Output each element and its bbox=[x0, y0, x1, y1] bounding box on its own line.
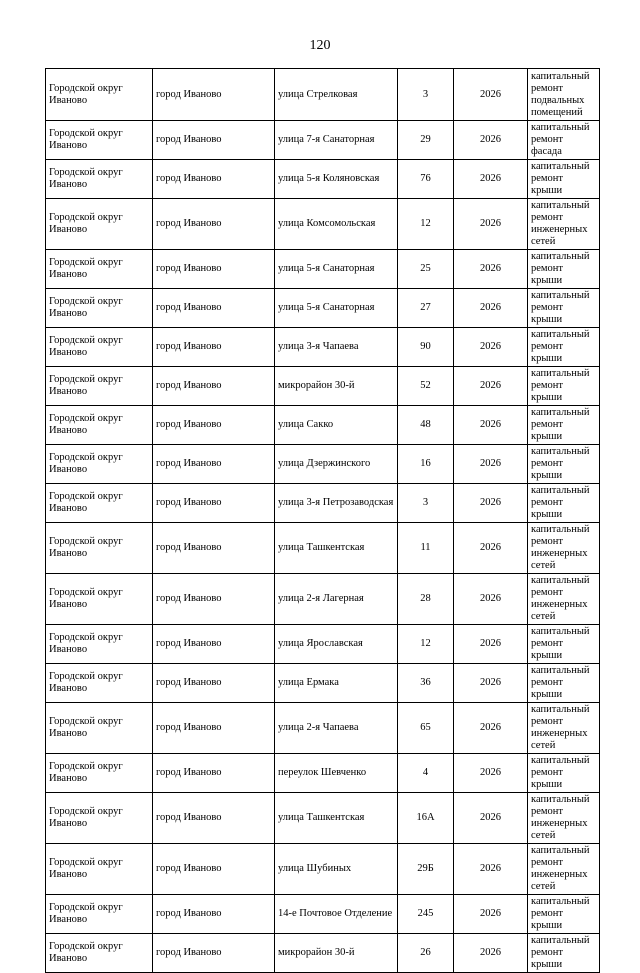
street-cell: улица Дзержинского bbox=[275, 445, 398, 484]
house-number-cell: 25 bbox=[398, 250, 454, 289]
street-cell: улица 5-я Коляновская bbox=[275, 160, 398, 199]
work-type-cell: капитальный ремонт крыши bbox=[528, 754, 600, 793]
year-cell: 2026 bbox=[454, 664, 528, 703]
okrug-cell: Городской округ Иваново bbox=[46, 895, 153, 934]
city-cell: город Иваново bbox=[153, 328, 275, 367]
house-number-cell: 36 bbox=[398, 664, 454, 703]
okrug-cell: Городской округ Иваново bbox=[46, 121, 153, 160]
city-cell: город Иваново bbox=[153, 664, 275, 703]
okrug-cell: Городской округ Иваново bbox=[46, 328, 153, 367]
okrug-cell: Городской округ Иваново bbox=[46, 703, 153, 754]
table-row bbox=[46, 406, 600, 445]
house-number-cell: 12 bbox=[398, 625, 454, 664]
year-cell: 2026 bbox=[454, 754, 528, 793]
year-cell: 2026 bbox=[454, 895, 528, 934]
repair-schedule-table bbox=[45, 68, 600, 973]
city-cell: город Иваново bbox=[153, 69, 275, 121]
table-row bbox=[46, 793, 600, 844]
street-cell: 14-е Почтовое Отделение bbox=[275, 895, 398, 934]
street-cell: улица 2-я Чапаева bbox=[275, 703, 398, 754]
table-row bbox=[46, 574, 600, 625]
work-type-cell: капитальный ремонт подвальных помещений bbox=[528, 69, 600, 121]
okrug-cell: Городской округ Иваново bbox=[46, 664, 153, 703]
house-number-cell: 11 bbox=[398, 523, 454, 574]
work-type-cell: капитальный ремонт инженерных сетей bbox=[528, 523, 600, 574]
table-row bbox=[46, 445, 600, 484]
year-cell: 2026 bbox=[454, 406, 528, 445]
year-cell: 2026 bbox=[454, 844, 528, 895]
work-type-cell: капитальный ремонт крыши bbox=[528, 289, 600, 328]
city-cell: город Иваново bbox=[153, 367, 275, 406]
work-type-cell: капитальный ремонт крыши bbox=[528, 250, 600, 289]
street-cell: улица Ташкентская bbox=[275, 523, 398, 574]
year-cell: 2026 bbox=[454, 523, 528, 574]
street-cell: улица 7-я Санаторная bbox=[275, 121, 398, 160]
street-cell: улица Комсомольская bbox=[275, 199, 398, 250]
city-cell: город Иваново bbox=[153, 574, 275, 625]
street-cell: улица 5-я Санаторная bbox=[275, 289, 398, 328]
city-cell: город Иваново bbox=[153, 754, 275, 793]
house-number-cell: 65 bbox=[398, 703, 454, 754]
okrug-cell: Городской округ Иваново bbox=[46, 523, 153, 574]
year-cell: 2026 bbox=[454, 934, 528, 973]
work-type-cell: капитальный ремонт крыши bbox=[528, 625, 600, 664]
table-row bbox=[46, 934, 600, 973]
okrug-cell: Городской округ Иваново bbox=[46, 250, 153, 289]
table-row bbox=[46, 69, 600, 121]
city-cell: город Иваново bbox=[153, 934, 275, 973]
work-type-cell: капитальный ремонт инженерных сетей bbox=[528, 574, 600, 625]
city-cell: город Иваново bbox=[153, 484, 275, 523]
street-cell: улица Стрелковая bbox=[275, 69, 398, 121]
okrug-cell: Городской округ Иваново bbox=[46, 754, 153, 793]
work-type-cell: капитальный ремонт инженерных сетей bbox=[528, 199, 600, 250]
year-cell: 2026 bbox=[454, 703, 528, 754]
year-cell: 2026 bbox=[454, 121, 528, 160]
table-row bbox=[46, 328, 600, 367]
city-cell: город Иваново bbox=[153, 199, 275, 250]
house-number-cell: 76 bbox=[398, 160, 454, 199]
house-number-cell: 4 bbox=[398, 754, 454, 793]
street-cell: улица Шубиных bbox=[275, 844, 398, 895]
table-row bbox=[46, 895, 600, 934]
okrug-cell: Городской округ Иваново bbox=[46, 793, 153, 844]
work-type-cell: капитальный ремонт крыши bbox=[528, 367, 600, 406]
city-cell: город Иваново bbox=[153, 406, 275, 445]
year-cell: 2026 bbox=[454, 574, 528, 625]
okrug-cell: Городской округ Иваново bbox=[46, 160, 153, 199]
house-number-cell: 245 bbox=[398, 895, 454, 934]
year-cell: 2026 bbox=[454, 160, 528, 199]
table-row bbox=[46, 703, 600, 754]
street-cell: улица 3-я Чапаева bbox=[275, 328, 398, 367]
street-cell: улица Ермака bbox=[275, 664, 398, 703]
house-number-cell: 52 bbox=[398, 367, 454, 406]
okrug-cell: Городской округ Иваново bbox=[46, 445, 153, 484]
house-number-cell: 3 bbox=[398, 69, 454, 121]
city-cell: город Иваново bbox=[153, 289, 275, 328]
street-cell: микрорайон 30-й bbox=[275, 367, 398, 406]
work-type-cell: капитальный ремонт крыши bbox=[528, 934, 600, 973]
table-row bbox=[46, 523, 600, 574]
table-row bbox=[46, 160, 600, 199]
house-number-cell: 16А bbox=[398, 793, 454, 844]
okrug-cell: Городской округ Иваново bbox=[46, 367, 153, 406]
work-type-cell: капитальный ремонт крыши bbox=[528, 445, 600, 484]
year-cell: 2026 bbox=[454, 484, 528, 523]
street-cell: улица Сакко bbox=[275, 406, 398, 445]
year-cell: 2026 bbox=[454, 289, 528, 328]
table-body bbox=[46, 69, 600, 973]
page-number: 120 bbox=[309, 38, 331, 53]
street-cell: микрорайон 30-й bbox=[275, 934, 398, 973]
house-number-cell: 27 bbox=[398, 289, 454, 328]
house-number-cell: 90 bbox=[398, 328, 454, 367]
work-type-cell: капитальный ремонт крыши bbox=[528, 895, 600, 934]
okrug-cell: Городской округ Иваново bbox=[46, 199, 153, 250]
okrug-cell: Городской округ Иваново bbox=[46, 69, 153, 121]
house-number-cell: 48 bbox=[398, 406, 454, 445]
table-row bbox=[46, 484, 600, 523]
table-row bbox=[46, 625, 600, 664]
okrug-cell: Городской округ Иваново bbox=[46, 934, 153, 973]
table-row bbox=[46, 754, 600, 793]
year-cell: 2026 bbox=[454, 250, 528, 289]
table-row bbox=[46, 121, 600, 160]
table-row bbox=[46, 250, 600, 289]
street-cell: улица 2-я Лагерная bbox=[275, 574, 398, 625]
work-type-cell: капитальный ремонт крыши bbox=[528, 406, 600, 445]
okrug-cell: Городской округ Иваново bbox=[46, 406, 153, 445]
work-type-cell: капитальный ремонт крыши bbox=[528, 328, 600, 367]
city-cell: город Иваново bbox=[153, 895, 275, 934]
city-cell: город Иваново bbox=[153, 121, 275, 160]
city-cell: город Иваново bbox=[153, 844, 275, 895]
okrug-cell: Городской округ Иваново bbox=[46, 625, 153, 664]
city-cell: город Иваново bbox=[153, 703, 275, 754]
street-cell: улица Ярославская bbox=[275, 625, 398, 664]
work-type-cell: капитальный ремонт крыши bbox=[528, 484, 600, 523]
work-type-cell: капитальный ремонт фасада bbox=[528, 121, 600, 160]
city-cell: город Иваново bbox=[153, 250, 275, 289]
table-row bbox=[46, 367, 600, 406]
city-cell: город Иваново bbox=[153, 523, 275, 574]
house-number-cell: 29Б bbox=[398, 844, 454, 895]
city-cell: город Иваново bbox=[153, 793, 275, 844]
work-type-cell: капитальный ремонт крыши bbox=[528, 664, 600, 703]
house-number-cell: 29 bbox=[398, 121, 454, 160]
year-cell: 2026 bbox=[454, 793, 528, 844]
okrug-cell: Городской округ Иваново bbox=[46, 844, 153, 895]
table-row bbox=[46, 844, 600, 895]
work-type-cell: капитальный ремонт инженерных сетей bbox=[528, 844, 600, 895]
house-number-cell: 28 bbox=[398, 574, 454, 625]
work-type-cell: капитальный ремонт крыши bbox=[528, 160, 600, 199]
okrug-cell: Городской округ Иваново bbox=[46, 289, 153, 328]
year-cell: 2026 bbox=[454, 199, 528, 250]
okrug-cell: Городской округ Иваново bbox=[46, 484, 153, 523]
year-cell: 2026 bbox=[454, 328, 528, 367]
house-number-cell: 12 bbox=[398, 199, 454, 250]
work-type-cell: капитальный ремонт инженерных сетей bbox=[528, 703, 600, 754]
year-cell: 2026 bbox=[454, 625, 528, 664]
city-cell: город Иваново bbox=[153, 625, 275, 664]
year-cell: 2026 bbox=[454, 367, 528, 406]
work-type-cell: капитальный ремонт инженерных сетей bbox=[528, 793, 600, 844]
year-cell: 2026 bbox=[454, 445, 528, 484]
city-cell: город Иваново bbox=[153, 445, 275, 484]
city-cell: город Иваново bbox=[153, 160, 275, 199]
street-cell: улица Ташкентская bbox=[275, 793, 398, 844]
street-cell: улица 3-я Петрозаводская bbox=[275, 484, 398, 523]
street-cell: переулок Шевченко bbox=[275, 754, 398, 793]
table-row bbox=[46, 199, 600, 250]
house-number-cell: 16 bbox=[398, 445, 454, 484]
street-cell: улица 5-я Санаторная bbox=[275, 250, 398, 289]
year-cell: 2026 bbox=[454, 69, 528, 121]
house-number-cell: 26 bbox=[398, 934, 454, 973]
okrug-cell: Городской округ Иваново bbox=[46, 574, 153, 625]
table-row bbox=[46, 664, 600, 703]
house-number-cell: 3 bbox=[398, 484, 454, 523]
table-row bbox=[46, 289, 600, 328]
